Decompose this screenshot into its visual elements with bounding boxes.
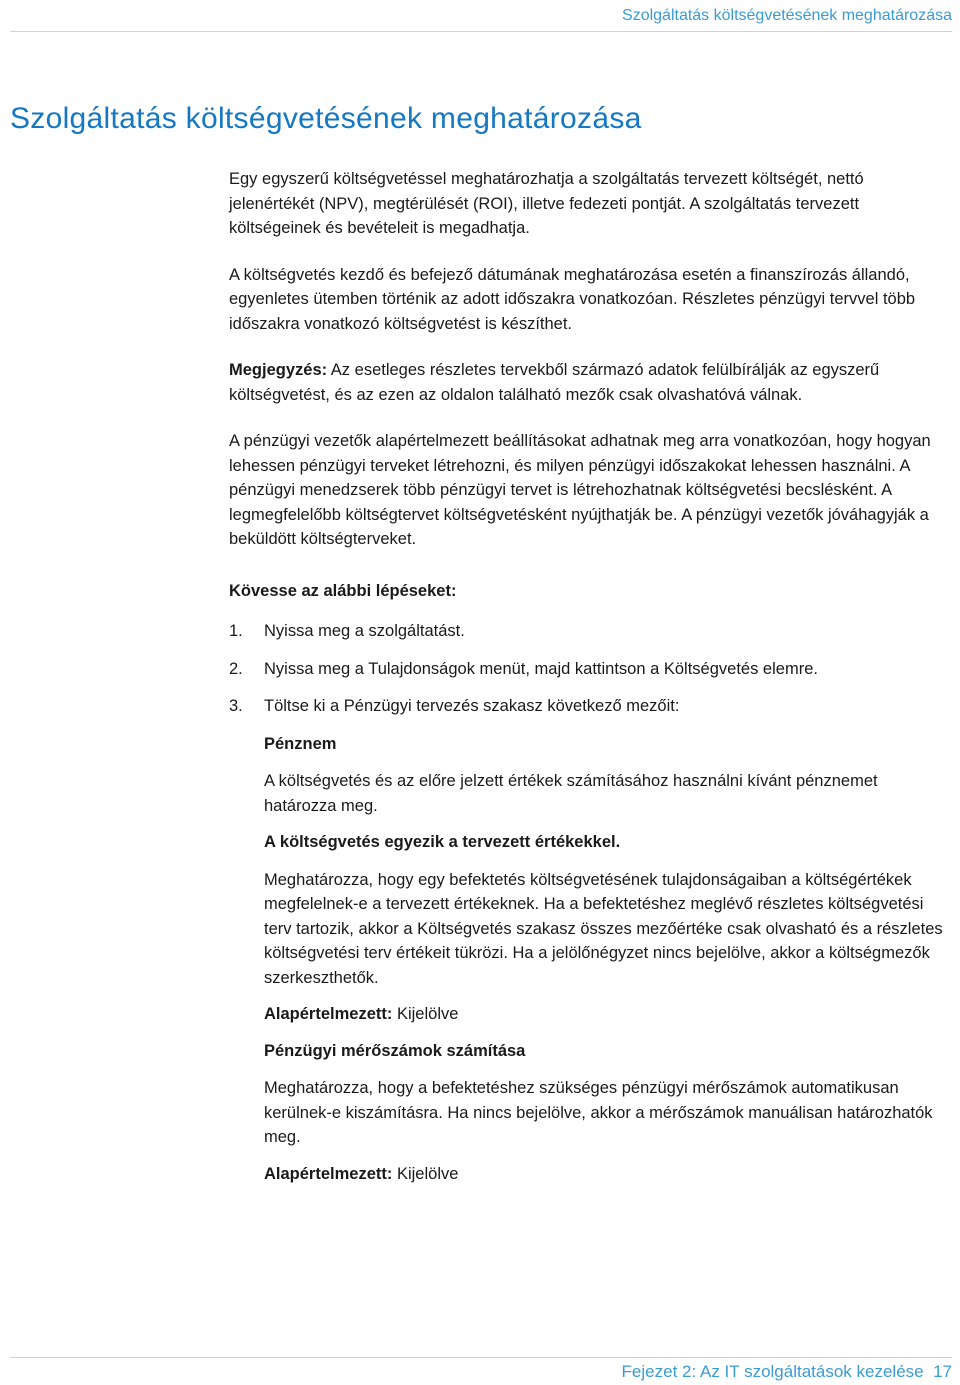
default-value: Kijelölve <box>392 1164 459 1183</box>
step-item <box>229 694 947 719</box>
managers-paragraph: A pénzügyi vezetők alapértelmezett beállításokat adhatnak meg arra vonatkozóan, hogy hogyan lehessen pénzügyi terveket létrehozni, és milyen pénzügyi időszakokat lehessen használni. A pénzügyi menedzserek több pénzügyi tervet is létrehozhatnak költségvetési becslésként. A legmegfelelőbb költségtervet költségvetésként nyújthatják be. A pénzügyi vezetők jóváhagyják a beküldött költségterveket. <box>229 432 931 548</box>
step-item <box>229 657 947 682</box>
note-paragraph <box>229 358 947 407</box>
steps-heading: Kövesse az alábbi lépéseket: <box>229 581 457 600</box>
step-number: 1. <box>229 622 243 640</box>
field-budget-matches-planned <box>264 830 947 1027</box>
footer-chapter: Fejezet 2: Az IT szolgáltatások kezelése <box>621 1362 924 1381</box>
page-footer <box>622 1362 952 1382</box>
steps-list <box>229 619 947 719</box>
footer-divider <box>10 1357 952 1358</box>
field-description: Meghatározza, hogy a befektetéshez szükséges pénzügyi mérőszámok automatikusan kerülnek-e kiszámításra. Ha nincs bejelölve, akkor a mérőszámok manuálisan határozhatók meg. <box>264 1079 933 1146</box>
step-number: 2. <box>229 659 243 678</box>
default-value: Kijelölve <box>392 1005 459 1023</box>
step-number: 3. <box>229 697 243 715</box>
field-financial-metrics <box>264 1039 947 1187</box>
default-label: Alapértelmezett: <box>264 1164 393 1183</box>
field-title: Pénzügyi mérőszámok számítása <box>264 1041 526 1060</box>
budget-dates-paragraph: A költségvetés kezdő és befejező dátumának meghatározása esetén a finanszírozás állandó, egyenletes ütemben történik az adott időszakra vonatkozóan. Részletes pénzügyi tervvel több időszakra vonatkozó költségvetést is készíthet. <box>229 265 916 333</box>
page-title: Szolgáltatás költségvetésének meghatározása <box>10 102 642 135</box>
step-text: Nyissa meg a Tulajdonságok menüt, majd kattintson a Költségvetés elemre. <box>264 659 818 678</box>
field-currency <box>264 732 947 819</box>
note-label: Megjegyzés: <box>229 361 328 379</box>
note-text: Az esetleges részletes tervekből származó adatok felülbírálják az egyszerű költségvetést, és az ezen az oldalon található mezők csak olvashatóvá válnak. <box>229 361 880 404</box>
page-number: 17 <box>933 1362 952 1381</box>
field-description: Meghatározza, hogy egy befektetés költségvetésének tulajdonságaiban a költségértékek megfelelnek-e a tervezett értékeknek. Ha a befektetéshez meglévő részletes költségvetési terv tartozik, akkor a Költségvetés szakasz összes mezőértéke csak olvasható és a részletes költségvetési terv értékeit tükrözi. Ha a jelölőnégyzet nincs bejelölve, akkor a költségmezők szerkeszthetők. <box>264 870 943 987</box>
field-title: Pénznem <box>264 734 337 753</box>
field-default <box>264 1002 947 1027</box>
step-text: Töltse ki a Pénzügyi tervezés szakasz következő mezőit: <box>264 697 680 715</box>
field-description: A költségvetés és az előre jelzett értékek számításához használni kívánt pénznemet határozza meg. <box>264 772 878 815</box>
running-header: Szolgáltatás költségvetésének meghatározása <box>622 7 952 24</box>
step-text: Nyissa meg a szolgáltatást. <box>264 622 465 640</box>
default-label: Alapértelmezett: <box>264 1005 393 1023</box>
field-default <box>264 1162 947 1187</box>
main-content <box>229 167 947 1186</box>
step-item <box>229 619 947 644</box>
intro-paragraph: Egy egyszerű költségvetéssel meghatározhatja a szolgáltatás tervezett költségét, nettó jelenértékét (NPV), megtérülését (ROI), illetve fedezeti pontját. A szolgáltatás tervezett költségeinek és bevételeit is megadhatja. <box>229 170 864 237</box>
header-divider <box>10 31 952 32</box>
field-title: A költségvetés egyezik a tervezett értékekkel. <box>264 833 621 851</box>
